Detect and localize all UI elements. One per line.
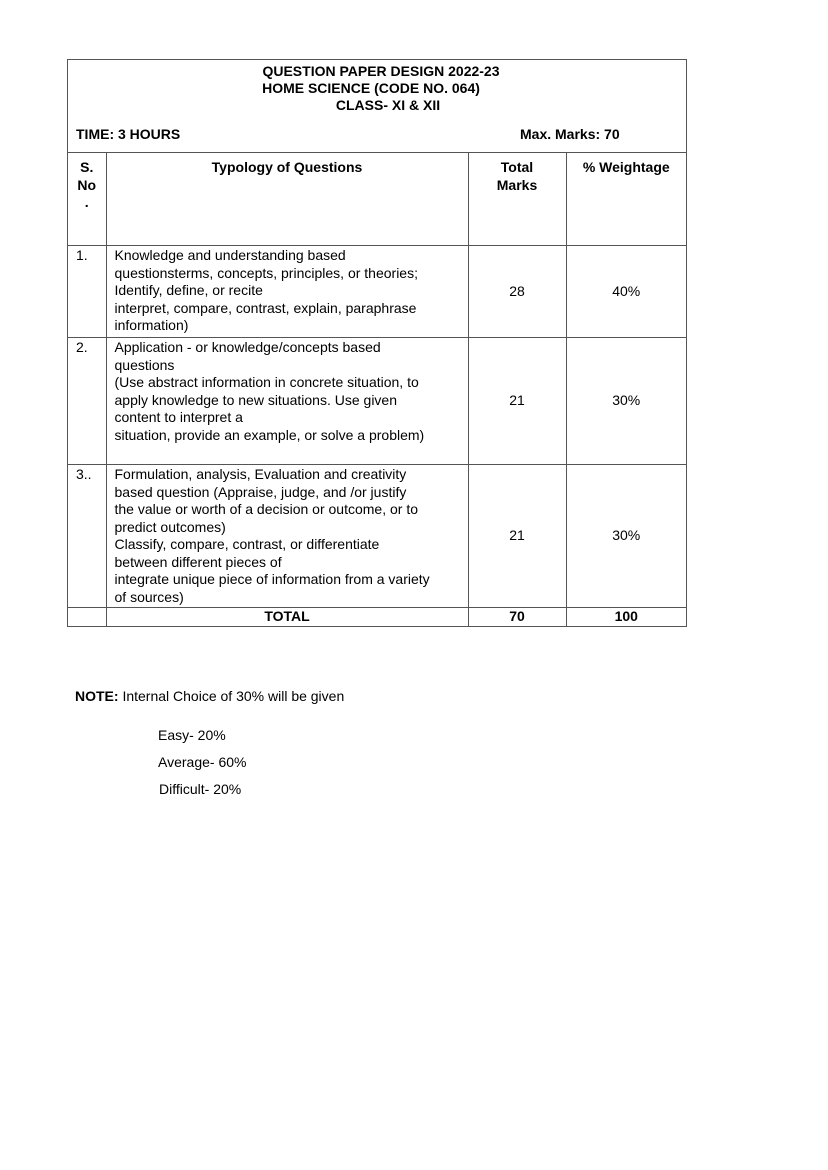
row-weightage: 40% [566,246,686,338]
row-sno: 3.. [68,465,106,608]
note-line [75,688,344,704]
table-row [68,338,686,465]
total-sno-empty [68,608,106,626]
heading-subject: HOME SCIENCE (CODE NO. 064) [262,80,480,96]
document-heading [68,60,686,114]
row-typology: Application - or knowledge/concepts based questions (Use abstract information in concrete situation, to apply knowledge to new situations. Use given content to interpret a situation, provide an example, or solve a problem) [106,338,468,465]
row-typology: Formulation, analysis, Evaluation and creativity based question (Appraise, judge, and /or justify the value or worth of a decision or outcome, or to predict outcomes) Classify, compare, contrast, or differentiate between different pieces of integrate unique piece of information from a variety of sources) [106,465,468,608]
note-label: NOTE: [75,688,119,704]
column-header-typology: Typology of Questions [106,153,468,246]
row-weightage: 30% [566,338,686,465]
max-marks-label: Max. Marks: 70 [520,126,620,142]
level-average: Average- 60% [158,754,247,770]
note-text: Internal Choice of 30% will be given [118,688,345,704]
column-header-weightage: % Weightage [566,153,686,246]
table-row [68,246,686,338]
row-typology: Knowledge and understanding based questionsterms, concepts, principles, or theories; Identify, define, or recite interpret, compare, contrast, explain, paraphrase information) [106,246,468,338]
table-total-row [68,608,686,626]
heading-title: QUESTION PAPER DESIGN 2022-23 [262,63,500,79]
difficulty-levels [158,722,246,803]
column-header-total-marks: Total Marks [468,153,566,246]
table-header-row [68,153,686,246]
time-marks-row [68,114,686,152]
table-row [68,465,686,608]
row-sno: 2. [68,338,106,465]
total-marks: 70 [468,608,566,626]
total-label: TOTAL [106,608,468,626]
level-easy: Easy- 20% [158,727,226,743]
time-label: TIME: 3 HOURS [76,126,181,142]
column-header-sno: S. No . [68,153,106,246]
heading-class: CLASS- XI & XII [335,97,441,113]
question-paper-design-box [67,59,687,627]
row-sno: 1. [68,246,106,338]
question-typology-table [68,152,686,626]
row-total-marks: 21 [468,465,566,608]
row-total-marks: 28 [468,246,566,338]
row-total-marks: 21 [468,338,566,465]
row-weightage: 30% [566,465,686,608]
total-weightage: 100 [566,608,686,626]
level-difficult: Difficult- 20% [159,781,242,797]
